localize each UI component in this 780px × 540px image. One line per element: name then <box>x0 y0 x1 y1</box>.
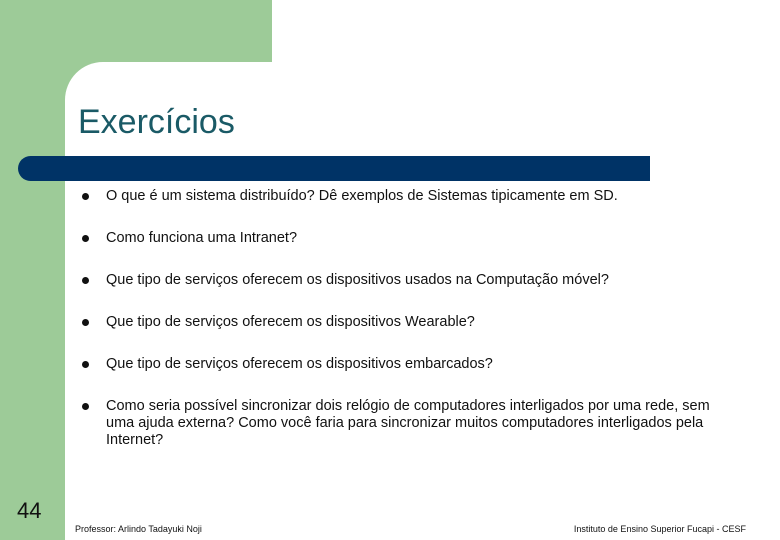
bullet-item <box>76 188 736 205</box>
bullet-dot-icon <box>82 403 89 410</box>
bullet-item <box>76 314 736 331</box>
bullet-dot-icon <box>82 193 89 200</box>
bullet-text: Que tipo de serviços oferecem os dispositivos embarcados? <box>106 356 493 372</box>
footer-institution: Instituto de Ensino Superior Fucapi - CESF <box>573 524 746 534</box>
page-number: 44 <box>17 498 42 523</box>
bullet-dot-icon <box>82 361 89 368</box>
bullet-item <box>76 230 736 247</box>
bullet-item <box>76 272 736 289</box>
bullet-dot-icon <box>82 277 89 284</box>
footer-professor: Professor: Arlindo Tadayuki Noji <box>75 524 202 534</box>
bullet-item <box>76 398 736 449</box>
bullet-text: Que tipo de serviços oferecem os dispositivos usados na Computação móvel? <box>106 272 609 288</box>
slide-title: Exercícios <box>78 103 235 141</box>
bullet-list <box>76 188 736 474</box>
title-underline-bar <box>18 156 650 181</box>
bullet-text: Como funciona uma Intranet? <box>106 230 298 246</box>
bullet-dot-icon <box>82 235 89 242</box>
bullet-text: O que é um sistema distribuído? Dê exemplos de Sistemas tipicamente em SD. <box>106 188 618 204</box>
bullet-text: Que tipo de serviços oferecem os dispositivos Wearable? <box>106 314 475 330</box>
bullet-text: Como seria possível sincronizar dois relógio de computadores interligados por uma rede, sem uma ajuda externa? Como você faria para sincronizar muitos computadores interligados pela Internet? <box>106 398 710 448</box>
bullet-item <box>76 356 736 373</box>
bullet-dot-icon <box>82 319 89 326</box>
